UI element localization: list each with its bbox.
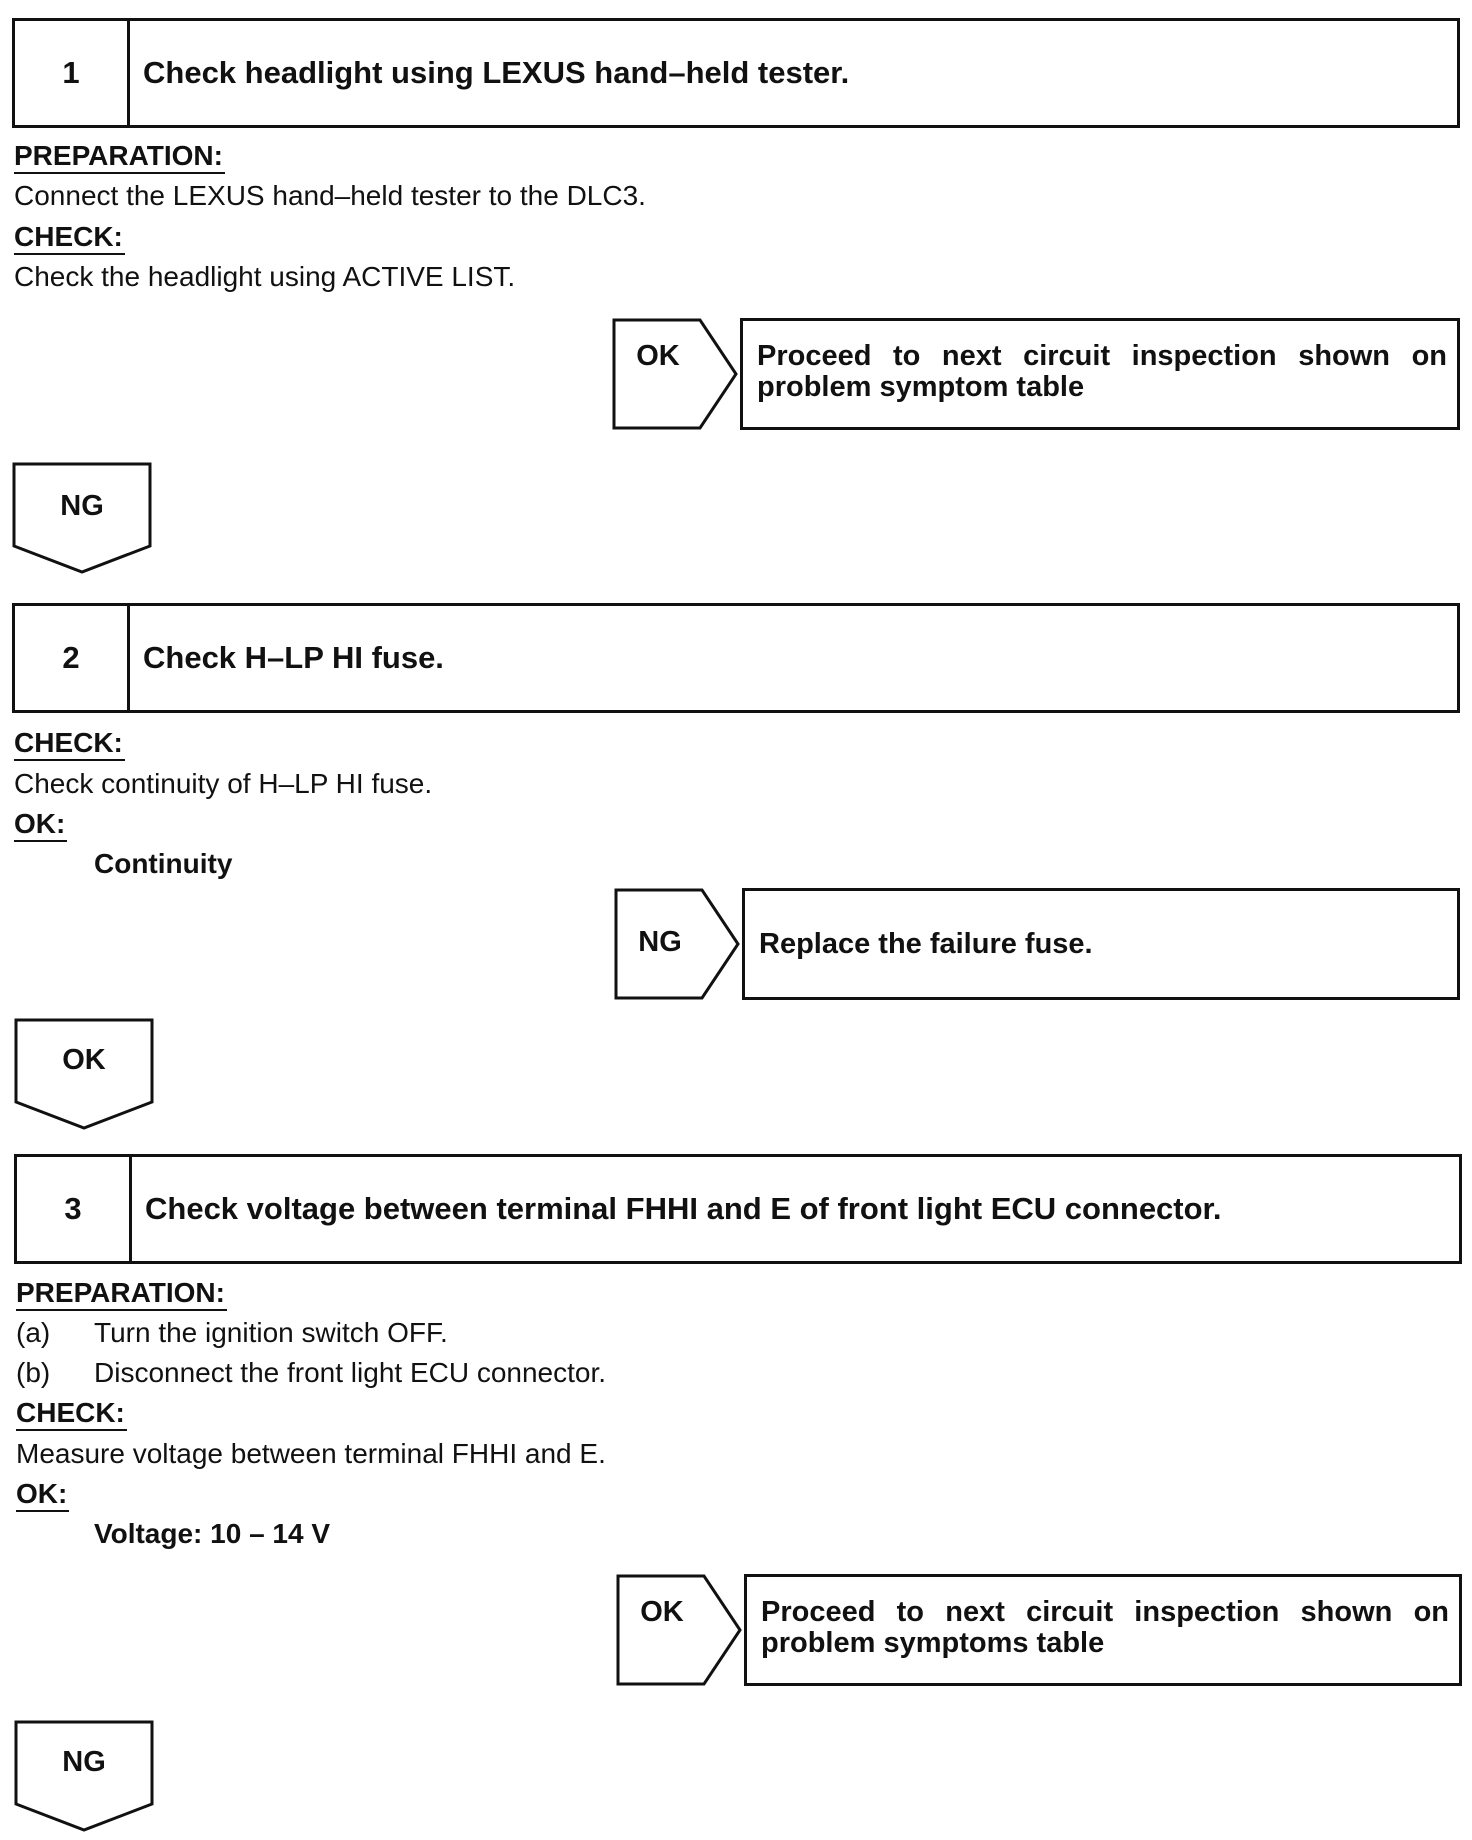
step-1-preparation-label: PREPARATION: [14, 140, 225, 174]
step-2-ok-spec: Continuity [94, 848, 233, 879]
step-1-title: Check headlight using LEXUS hand–held tester. [143, 55, 850, 90]
step-2-right-arrow [614, 888, 744, 1000]
step-3-prep-item-a-text: Turn the ignition switch OFF. [94, 1317, 448, 1348]
step-2-box [12, 603, 1460, 713]
step-3-box [14, 1154, 1462, 1264]
step-2-ok-label: OK: [14, 808, 67, 842]
step-3-check-text: Measure voltage between terminal FHHI and E. [16, 1438, 606, 1469]
step-3-ok-spec: Voltage: 10 – 14 V [94, 1518, 331, 1549]
step-1-check-label: CHECK: [14, 221, 125, 255]
step-3-side-result: Proceed to next circuit inspection shown on problem symptoms table [744, 1574, 1462, 1686]
step-2-check-label: CHECK: [14, 727, 125, 761]
step-1-side-result: Proceed to next circuit inspection shown on problem symptom table [740, 318, 1460, 430]
step-2-down-branch-label: OK [62, 1044, 106, 1076]
step-1-down-branch-label: NG [60, 490, 104, 522]
step-1-box [12, 18, 1460, 128]
step-1-side-branch-label: OK [636, 340, 680, 372]
step-3-down-branch-label: NG [62, 1746, 106, 1778]
right-arrow-shape [612, 318, 742, 430]
step-2-title: Check H–LP HI fuse. [143, 640, 444, 675]
step-1-down-arrow [12, 462, 152, 574]
step-1-preparation-text: Connect the LEXUS hand–held tester to the DLC3. [14, 180, 646, 211]
step-2-side-result: Replace the failure fuse. [742, 888, 1460, 1000]
step-3-number: 3 [17, 1157, 132, 1261]
step-2-number: 2 [15, 606, 130, 710]
step-3-preparation-label: PREPARATION: [16, 1277, 227, 1311]
step-3-right-arrow [616, 1574, 746, 1686]
step-3-ok-label: OK: [16, 1478, 69, 1512]
right-arrow-shape [616, 1574, 746, 1686]
step-3-prep-item-a-marker: (a) [16, 1317, 51, 1348]
step-1-right-arrow [612, 318, 742, 430]
step-3-title: Check voltage between terminal FHHI and E of front light ECU connector. [145, 1191, 1222, 1226]
step-3-prep-item-b-text: Disconnect the front light ECU connector. [94, 1357, 607, 1388]
step-1-check-text: Check the headlight using ACTIVE LIST. [14, 261, 516, 292]
step-3-prep-item-b-marker: (b) [16, 1357, 51, 1388]
step-2-down-arrow [14, 1018, 154, 1130]
step-3-down-arrow [14, 1720, 154, 1832]
step-3-check-label: CHECK: [16, 1397, 127, 1431]
step-3-side-branch-label: OK [640, 1596, 684, 1628]
step-1-number: 1 [15, 21, 130, 125]
step-2-check-text: Check continuity of H–LP HI fuse. [14, 768, 433, 799]
step-2-side-branch-label: NG [638, 926, 682, 958]
